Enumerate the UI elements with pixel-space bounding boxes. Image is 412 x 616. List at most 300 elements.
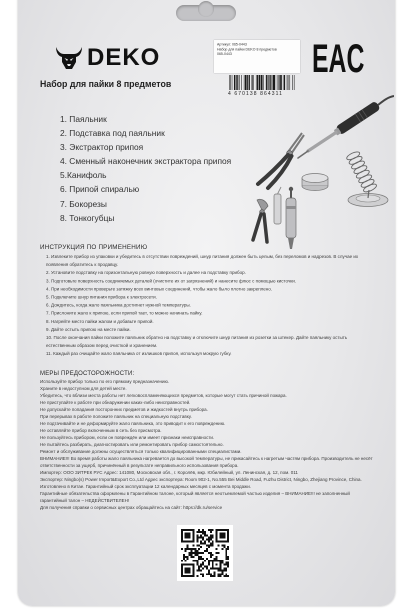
qr-module — [210, 575, 212, 577]
qr-module — [183, 558, 185, 560]
qr-module — [206, 535, 208, 537]
qr-module — [227, 540, 229, 542]
qr-module — [189, 548, 191, 550]
product-illustration — [244, 94, 394, 254]
qr-module — [227, 575, 229, 577]
desoldering-pump-icon — [286, 187, 296, 249]
qr-module — [185, 564, 187, 566]
barcode-bar — [236, 75, 237, 90]
barcode-bar — [290, 75, 291, 90]
qr-module — [225, 575, 227, 577]
qr-module — [187, 556, 189, 558]
qr-module — [219, 569, 221, 571]
qr-module — [219, 560, 221, 562]
qr-module — [216, 540, 218, 542]
barcode-bar — [253, 75, 254, 90]
qr-module — [183, 554, 185, 556]
qr-module — [225, 573, 227, 575]
qr-module — [181, 569, 183, 571]
qr-module — [210, 537, 212, 539]
qr-module — [221, 573, 223, 575]
qr-module — [187, 564, 189, 566]
qr-code-icon — [177, 525, 233, 581]
qr-module — [181, 537, 183, 539]
barcode-bars — [228, 75, 298, 90]
qr-module — [202, 567, 204, 569]
qr-module — [212, 544, 214, 546]
qr-module — [189, 564, 191, 566]
qr-module — [192, 566, 194, 568]
qr-module — [191, 552, 193, 554]
qr-module — [212, 529, 214, 531]
barcode-bar — [257, 75, 258, 90]
qr-module — [191, 575, 193, 577]
qr-module — [227, 556, 229, 558]
qr-module — [192, 571, 194, 573]
qr-module — [196, 562, 198, 564]
qr-module — [216, 564, 218, 566]
qr-module — [192, 556, 194, 558]
qr-module — [208, 539, 210, 541]
qr-module — [216, 539, 218, 541]
qr-module — [204, 542, 206, 544]
qr-module — [187, 529, 189, 531]
qr-module — [221, 533, 223, 535]
qr-module — [192, 560, 194, 562]
qr-module — [194, 552, 196, 554]
barcode-bar — [256, 75, 257, 90]
barcode-bar — [259, 75, 261, 90]
instruction-step: 9. Дайте остыть припою на месте пайки. — [46, 326, 131, 332]
qr-module — [192, 564, 194, 566]
qr-module — [181, 533, 183, 535]
qr-module — [223, 535, 225, 537]
qr-module — [181, 567, 183, 569]
barcode-bar — [288, 75, 289, 90]
qr-module — [198, 569, 200, 571]
importer-info: Импортер: ООО ЗИТРЕК РУС Адрес: 141080, Московская обл., г. Королёв, мкр. Юбилейный, ул. Ленинская, д. 12, пом. 011 — [40, 470, 298, 475]
qr-module — [216, 567, 218, 569]
qr-module — [225, 562, 227, 564]
qr-module — [191, 564, 193, 566]
safety-line: Не подтачивайте и не деформируйте жало паяльника, это приводит к его повреждению. — [40, 421, 226, 426]
component-item: 5.Канифоль — [60, 170, 107, 181]
safety-line: Не оставляйте прибор включенным в сеть без присмотра. — [40, 428, 162, 433]
qr-module — [192, 552, 194, 554]
barcode-bar — [234, 75, 235, 90]
qr-module — [202, 529, 204, 531]
safety-heading: МЕРЫ ПРЕДОСТОРОЖНОСТИ: — [40, 369, 135, 377]
qr-module — [218, 567, 220, 569]
qr-module — [221, 537, 223, 539]
qr-module — [198, 531, 200, 533]
qr-module — [196, 537, 198, 539]
qr-module — [189, 537, 191, 539]
qr-module — [208, 571, 210, 573]
brand-name: DEKO — [87, 44, 161, 71]
qr-module — [227, 529, 229, 531]
barcode-bar — [249, 75, 250, 90]
instruction-step: 2. Установите подставку на горизонтальную ровную поверхность и далее на подставку прибор. — [46, 270, 246, 276]
qr-module — [200, 573, 202, 575]
barcode-bar — [268, 75, 269, 90]
qr-module — [181, 540, 183, 542]
safety-line: Храните в недоступном для детей месте. — [40, 386, 127, 391]
qr-module — [216, 558, 218, 560]
qr-module — [223, 564, 225, 566]
qr-module — [223, 567, 225, 569]
safety-line: Ремонт и обслуживание должны осуществляться только квалифицированными специалистами. — [40, 449, 242, 454]
warranty-info: Гарантийные обязательства оформлены в Гарантийном талоне, который является неотъемлемой частью изделия – ВНИМАНИЕ!!! не заполненный гарантийный талон – НЕДЕЙСТВИТЕЛЕН! — [40, 491, 350, 503]
qr-module — [216, 556, 218, 558]
qr-module — [202, 564, 204, 566]
qr-module — [212, 540, 214, 542]
safety-line: Не пытайтесь разбирать, диагностировать или ремонтировать прибор самостоятельно. — [40, 442, 224, 447]
qr-module — [187, 569, 189, 571]
qr-module — [206, 558, 208, 560]
bull-head-icon — [55, 46, 83, 70]
qr-module — [187, 558, 189, 560]
qr-module — [187, 575, 189, 577]
barcode-bar — [266, 75, 267, 90]
qr-module — [192, 567, 194, 569]
safety-line: Не пользуйтесь прибором, если он повреждён или имеет признаки неисправности. — [40, 435, 215, 440]
qr-module — [225, 567, 227, 569]
barcode-bar — [280, 75, 282, 90]
barcode-bar — [261, 75, 263, 90]
safety-line: При перерывах в работе положите паяльник на специальную подставку. — [40, 414, 192, 419]
qr-module — [196, 531, 198, 533]
qr-module — [192, 533, 194, 535]
brand-logo — [55, 46, 160, 70]
qr-module — [196, 540, 198, 542]
qr-module — [216, 548, 218, 550]
safety-line: Не приступайте к работе при обнаружении каких-либо неисправностей. — [40, 400, 191, 405]
qr-module — [202, 558, 204, 560]
qr-module — [181, 531, 183, 533]
qr-module — [181, 560, 183, 562]
qr-module — [192, 575, 194, 577]
qr-module — [198, 529, 200, 531]
qr-module — [183, 575, 185, 577]
qr-module — [200, 552, 202, 554]
qr-module — [198, 558, 200, 560]
qr-module — [204, 533, 206, 535]
qr-module — [185, 567, 187, 569]
qr-module — [208, 560, 210, 562]
qr-module — [181, 573, 183, 575]
side-cutters-icon — [253, 199, 268, 242]
barcode-bar — [263, 75, 264, 90]
solder-tube-icon — [274, 187, 281, 224]
qr-module — [185, 533, 187, 535]
qr-module — [198, 566, 200, 568]
article-sticker — [214, 40, 300, 73]
qr-module — [191, 550, 193, 552]
sticker-line: Набор для пайки DEKO 8 предметов — [217, 47, 277, 52]
qr-module — [212, 566, 214, 568]
qr-module — [196, 544, 198, 546]
qr-module — [187, 571, 189, 573]
qr-module — [204, 535, 206, 537]
qr-module — [187, 546, 189, 548]
qr-module — [192, 573, 194, 575]
qr-module — [210, 542, 212, 544]
qr-module — [200, 556, 202, 558]
barcode-bar — [284, 75, 285, 90]
qr-module — [202, 537, 204, 539]
qr-module — [214, 558, 216, 560]
qr-module — [185, 571, 187, 573]
qr-module — [185, 540, 187, 542]
qr-module — [221, 560, 223, 562]
qr-module — [223, 575, 225, 577]
qr-module — [192, 539, 194, 541]
long-nose-pliers-icon — [258, 133, 304, 188]
qr-module — [196, 575, 198, 577]
qr-module — [185, 537, 187, 539]
qr-module — [181, 535, 183, 537]
qr-module — [208, 546, 210, 548]
qr-module — [200, 546, 202, 548]
instruction-step: 5. Подключите шнур питания прибора к электросети. — [46, 294, 157, 300]
qr-module — [216, 537, 218, 539]
qr-module — [214, 575, 216, 577]
instruction-step: 4. При необходимости проверьте затяжку всех винтовых соединений, чтобы жало было плотно закреплено. — [46, 286, 273, 292]
qr-module — [191, 548, 193, 550]
qr-module — [189, 567, 191, 569]
qr-module — [181, 548, 183, 550]
qr-module — [223, 546, 225, 548]
component-item: 8. Тонкогубцы — [60, 212, 115, 223]
qr-module — [225, 558, 227, 560]
qr-module — [218, 569, 220, 571]
barcode-bar — [247, 75, 248, 90]
qr-module — [219, 567, 221, 569]
qr-module — [202, 552, 204, 554]
qr-module — [183, 540, 185, 542]
qr-module — [191, 554, 193, 556]
qr-module — [219, 537, 221, 539]
qr-module — [225, 529, 227, 531]
safety-warning: ВНИМАНИЕ!!! Во время работы жало паяльника нагревается до высокой температуры, не прикасайтесь к нагретым частям прибора. Производитель не несёт ответственности за ущерб, причинённый в результате неправильного использования прибора. — [40, 456, 373, 468]
qr-module — [194, 550, 196, 552]
safety-line: Используйте прибор только по его прямому предназначению. — [40, 379, 170, 384]
qr-module — [196, 554, 198, 556]
qr-module — [185, 548, 187, 550]
safety-line: Убедитесь, что вблизи места работы нет легковоспламеняющихся предметов, которые могут стать причиной пожара. — [40, 393, 287, 398]
qr-module — [225, 550, 227, 552]
qr-module — [196, 535, 198, 537]
hang-hole-notch — [198, 1, 214, 17]
component-item: 2. Подставка под паяльник — [60, 128, 165, 139]
qr-module — [196, 569, 198, 571]
qr-module — [210, 567, 212, 569]
qr-module — [212, 562, 214, 564]
qr-module — [219, 575, 221, 577]
qr-module — [225, 564, 227, 566]
qr-module — [210, 539, 212, 541]
qr-module — [187, 548, 189, 550]
qr-module — [185, 575, 187, 577]
exporter-info: Экспортер: Ningbo(s) Power Import&Export Co.,Ltd Адрес экспортера: Room 902-1, No.555 Bei Middle Road, Fuzhu District, Ningbo, Zhejiang Province, China. Изготовлено в Китае. Гарантийный срок эксплуатации 12 календарных месяцев с момента продажи. — [40, 477, 362, 489]
component-list — [60, 112, 231, 225]
qr-module — [202, 533, 204, 535]
qr-module — [218, 544, 220, 546]
instruction-step: 6. Дождитесь, когда жало паяльника достигнет нужной температуры. — [46, 302, 191, 308]
qr-module — [225, 554, 227, 556]
qr-module — [208, 569, 210, 571]
qr-module — [221, 544, 223, 546]
qr-module — [185, 529, 187, 531]
qr-module — [227, 562, 229, 564]
qr-module — [191, 529, 193, 531]
eac-certification-mark: EAC — [312, 37, 365, 81]
instructions-section — [40, 243, 374, 369]
qr-module — [200, 569, 202, 571]
qr-module — [208, 564, 210, 566]
instruction-step: 8. Нагрейте место пайки жалом и добавьте припой. — [46, 318, 154, 324]
qr-module — [210, 554, 212, 556]
qr-module — [225, 556, 227, 558]
qr-module — [181, 529, 183, 531]
barcode-bar — [244, 75, 245, 90]
qr-module — [221, 571, 223, 573]
qr-module — [181, 566, 183, 568]
qr-module — [216, 529, 218, 531]
qr-module — [214, 567, 216, 569]
qr-module — [210, 535, 212, 537]
qr-module — [219, 540, 221, 542]
qr-module — [189, 540, 191, 542]
safety-line: Не допускайте попадания посторонних предметов и жидкостей внутрь прибора. — [40, 407, 208, 412]
component-item: 6. Припой спиралью — [60, 184, 140, 195]
qr-module — [206, 548, 208, 550]
barcode-bar — [237, 75, 238, 90]
qr-module — [202, 573, 204, 575]
qr-module — [223, 540, 225, 542]
barcode-bar — [294, 75, 295, 90]
qr-module — [192, 548, 194, 550]
qr-module — [198, 537, 200, 539]
qr-module — [206, 550, 208, 552]
qr-module — [196, 552, 198, 554]
product-title: Набор для пайки 8 предметов — [40, 79, 172, 89]
qr-module — [196, 539, 198, 541]
barcode-bar — [241, 75, 242, 90]
qr-module — [219, 562, 221, 564]
qr-module — [202, 542, 204, 544]
barcode-bar — [283, 75, 284, 90]
qr-module — [219, 535, 221, 537]
qr-module — [227, 539, 229, 541]
qr-module — [210, 560, 212, 562]
qr-module — [227, 546, 229, 548]
qr-module — [219, 564, 221, 566]
qr-module — [227, 566, 229, 568]
qr-module — [219, 529, 221, 531]
qr-module — [227, 564, 229, 566]
qr-module — [187, 540, 189, 542]
qr-module — [200, 540, 202, 542]
soldering-stand-icon — [346, 150, 388, 206]
barcode-bar — [270, 75, 271, 90]
qr-module — [189, 571, 191, 573]
qr-module — [225, 552, 227, 554]
qr-module — [227, 533, 229, 535]
qr-module — [187, 544, 189, 546]
qr-module — [206, 573, 208, 575]
qr-module — [223, 544, 225, 546]
qr-module — [181, 564, 183, 566]
qr-module — [210, 529, 212, 531]
qr-module — [200, 535, 202, 537]
qr-module — [185, 560, 187, 562]
barcode-bar — [269, 75, 270, 90]
qr-module — [227, 548, 229, 550]
qr-module — [194, 548, 196, 550]
component-item: 7. Бокорезы — [60, 198, 107, 209]
qr-module — [191, 540, 193, 542]
qr-module — [189, 529, 191, 531]
qr-module — [218, 573, 220, 575]
qr-module — [221, 540, 223, 542]
qr-module — [192, 544, 194, 546]
qr-module — [210, 573, 212, 575]
qr-module — [212, 575, 214, 577]
instruction-step: 10. После окончания пайки положите паяльник обратно на подставку и отключите шнур питания из розетки за штекер. Дайте паяльнику остыть естественным образом перед очисткой и хранением. — [46, 335, 348, 349]
instruction-step: 7. Прислоните жало к припою, если припой тает, то можно начинать пайку. — [46, 310, 203, 316]
barcode-bar — [272, 75, 273, 90]
qr-module — [208, 552, 210, 554]
qr-module — [189, 575, 191, 577]
barcode-bar — [230, 75, 231, 90]
instructions-content — [40, 243, 374, 358]
qr-module — [218, 560, 220, 562]
qr-module — [227, 558, 229, 560]
qr-module — [198, 548, 200, 550]
sticker-line: 065-0443 — [217, 52, 232, 56]
qr-module — [192, 569, 194, 571]
barcode-bar — [277, 75, 278, 90]
qr-module — [208, 544, 210, 546]
qr-module — [189, 533, 191, 535]
qr-module — [212, 560, 214, 562]
qr-module — [223, 569, 225, 571]
qr-module — [183, 564, 185, 566]
qr-module — [187, 535, 189, 537]
qr-module — [218, 529, 220, 531]
qr-module — [223, 529, 225, 531]
qr-module — [181, 571, 183, 573]
qr-module — [189, 535, 191, 537]
qr-module — [189, 552, 191, 554]
qr-module — [219, 573, 221, 575]
qr-module — [200, 558, 202, 560]
qr-module — [185, 550, 187, 552]
qr-module — [204, 560, 206, 562]
qr-module — [198, 556, 200, 558]
qr-module — [206, 567, 208, 569]
qr-module — [212, 554, 214, 556]
qr-module — [206, 566, 208, 568]
safety-content — [40, 369, 374, 511]
qr-module — [202, 562, 204, 564]
qr-module — [200, 531, 202, 533]
qr-module — [208, 529, 210, 531]
qr-module — [204, 550, 206, 552]
qr-module — [210, 552, 212, 554]
